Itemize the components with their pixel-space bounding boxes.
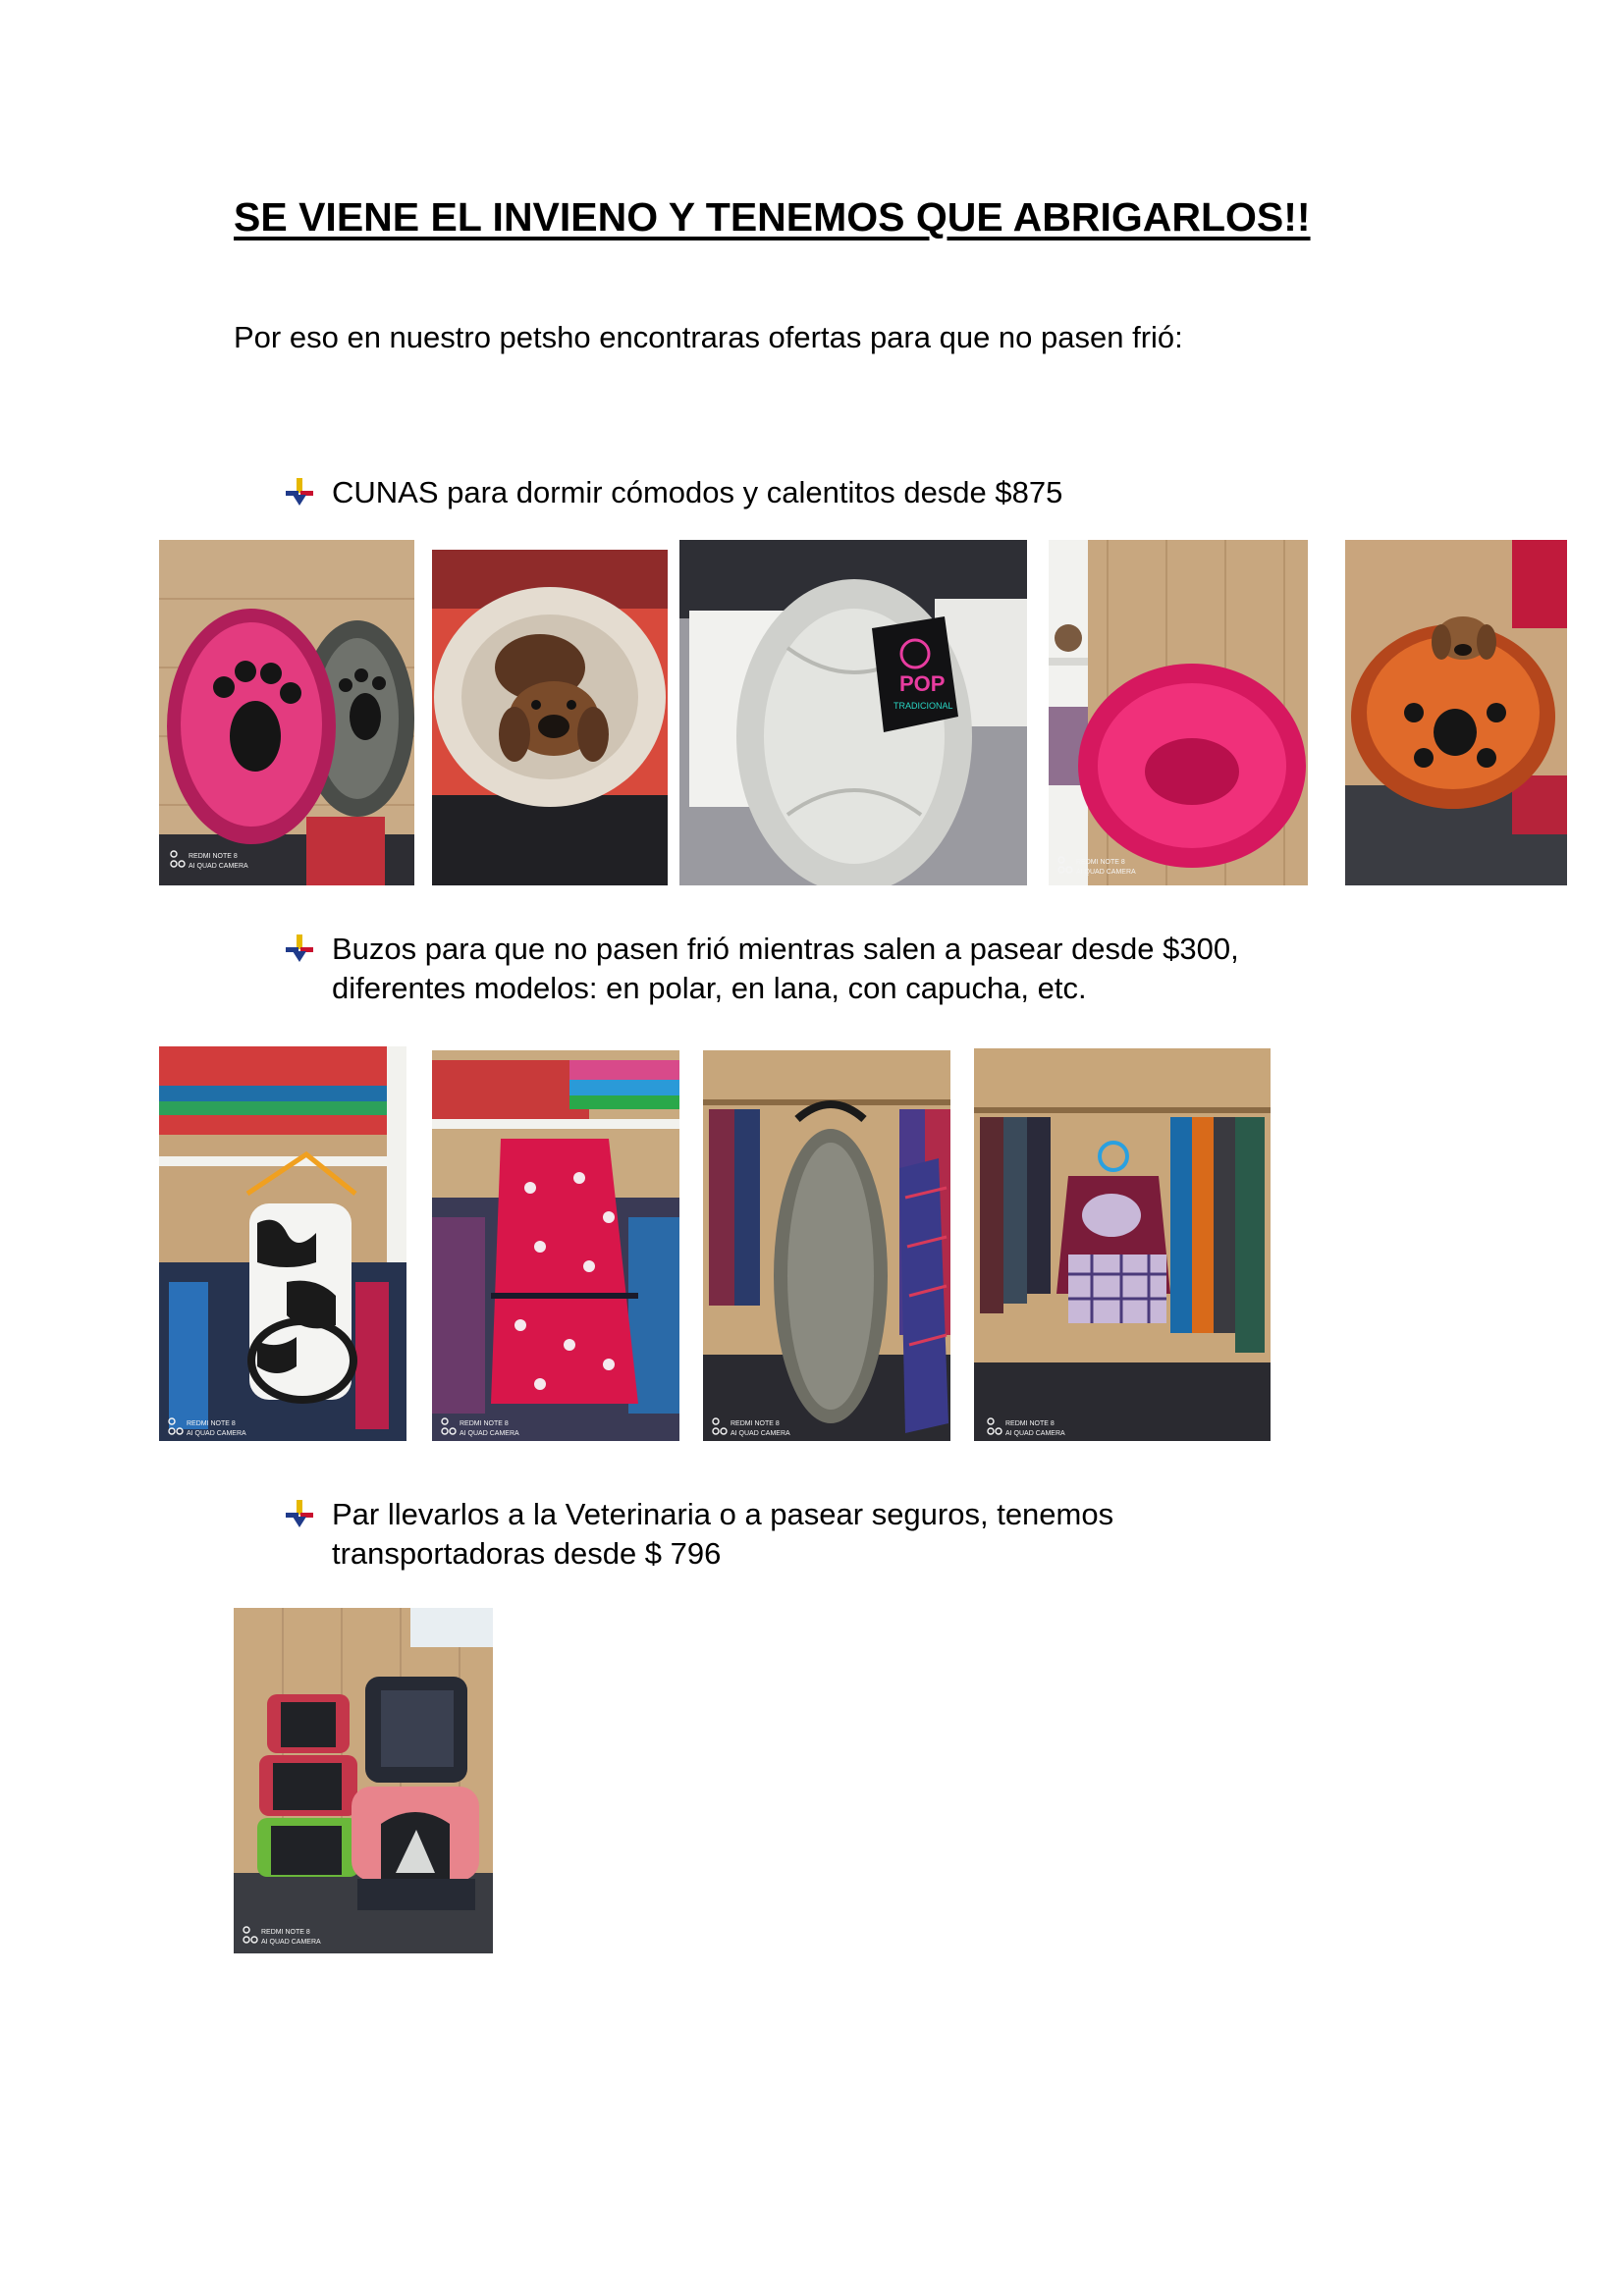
photo-plaid-hoodie-rack (974, 1048, 1271, 1441)
svg-text:REDMI NOTE 8: REDMI NOTE 8 (187, 1420, 236, 1427)
package-label-tradicional: TRADICIONAL (893, 701, 953, 711)
svg-text:REDMI NOTE 8: REDMI NOTE 8 (189, 853, 238, 860)
watermark (167, 1415, 275, 1446)
watermark (986, 1415, 1094, 1446)
photo-fluffy-bed-plush (432, 550, 668, 885)
bullet-transportadoras-line-1: Par llevarlos a la Veterinaria o a pasear seguros, tenemos (332, 1497, 1114, 1531)
svg-text:AI QUAD CAMERA: AI QUAD CAMERA (460, 1430, 519, 1437)
page-title: SE VIENE EL INVIENO Y TENEMOS QUE ABRIGARLOS!! (234, 194, 1311, 240)
arrow-bullet-icon (285, 477, 314, 507)
svg-text:AI QUAD CAMERA: AI QUAD CAMERA (261, 1939, 321, 1946)
bullet-transportadoras-line-2: transportadoras desde $ 796 (332, 1536, 722, 1571)
watermark (1056, 854, 1164, 884)
watermark (242, 1924, 350, 1954)
package-label-pop: POP (899, 671, 946, 696)
camera-dots-icon (244, 1927, 257, 1943)
camera-dots-icon (442, 1418, 456, 1434)
svg-text:REDMI NOTE 8: REDMI NOTE 8 (1076, 859, 1125, 866)
bullet-buzos-line-2: diferentes modelos: en polar, en lana, con capucha, etc. (332, 971, 1087, 1005)
photo-pink-round-bed (1049, 540, 1308, 885)
svg-text:REDMI NOTE 8: REDMI NOTE 8 (460, 1420, 509, 1427)
svg-text:AI QUAD CAMERA: AI QUAD CAMERA (187, 1430, 246, 1437)
intro-text: Por eso en nuestro petsho encontraras ofertas para que no pasen frió: (234, 320, 1183, 354)
svg-text:AI QUAD CAMERA: AI QUAD CAMERA (189, 863, 248, 870)
svg-text:AI QUAD CAMERA: AI QUAD CAMERA (1076, 869, 1136, 876)
camera-dots-icon (169, 1418, 183, 1434)
arrow-bullet-icon (285, 934, 314, 963)
photo-pet-carriers (234, 1608, 493, 1953)
bullet-cunas-text: CUNAS para dormir cómodos y calentitos desde $875 (332, 475, 1063, 509)
svg-text:REDMI NOTE 8: REDMI NOTE 8 (261, 1929, 310, 1936)
watermark (440, 1415, 548, 1446)
photo-grey-coat-rack (703, 1050, 950, 1441)
camera-dots-icon (171, 851, 185, 867)
photo-white-bed-package (679, 540, 1027, 885)
bullet-buzos-line-1: Buzos para que no pasen frió mientras salen a pasear desde $300, (332, 932, 1239, 966)
photo-red-pawprint-coat (432, 1050, 679, 1441)
camera-dots-icon (713, 1418, 727, 1434)
svg-text:AI QUAD CAMERA: AI QUAD CAMERA (1005, 1430, 1065, 1437)
camera-dots-icon (988, 1418, 1001, 1434)
watermark (169, 848, 277, 879)
arrow-bullet-icon (285, 1499, 314, 1528)
camera-dots-icon (1058, 857, 1072, 873)
watermark (711, 1415, 819, 1446)
photo-orange-paw-bed (1345, 540, 1567, 885)
svg-text:AI QUAD CAMERA: AI QUAD CAMERA (731, 1430, 790, 1437)
svg-text:REDMI NOTE 8: REDMI NOTE 8 (1005, 1420, 1055, 1427)
photo-paw-beds (159, 540, 414, 885)
photo-cow-print-coat (159, 1046, 406, 1441)
svg-text:REDMI NOTE 8: REDMI NOTE 8 (731, 1420, 780, 1427)
